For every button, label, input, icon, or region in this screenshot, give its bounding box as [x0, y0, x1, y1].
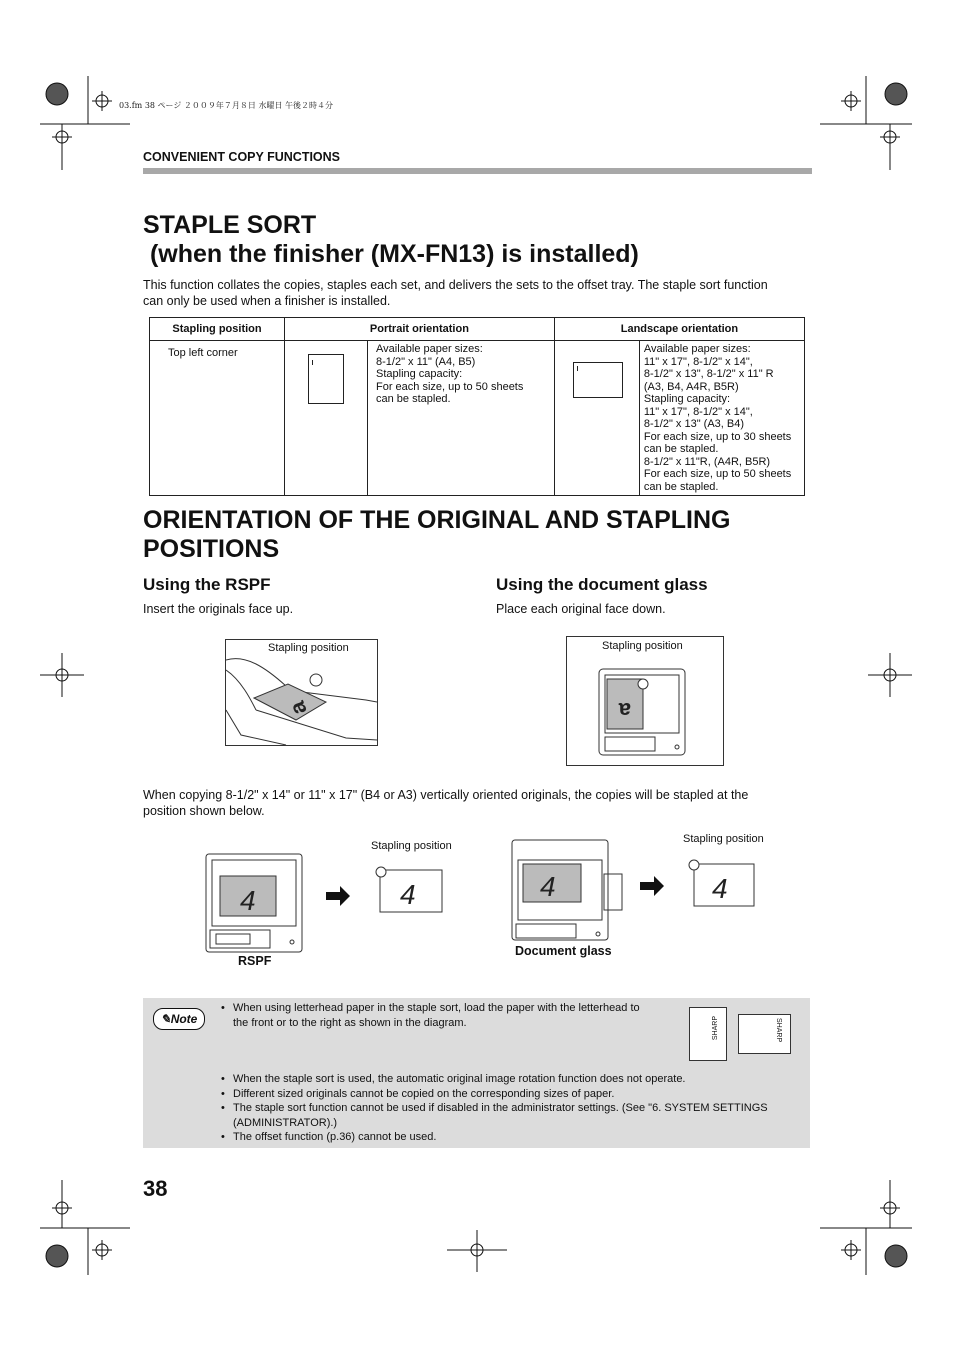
section-title-line1: ORIENTATION OF THE ORIGINAL AND STAPLING — [143, 506, 731, 534]
page-number: 38 — [143, 1176, 168, 1201]
page-title — [143, 211, 639, 269]
glass-stapling-label: Stapling position — [602, 640, 683, 652]
landscape-line: can be stapled. — [643, 480, 719, 493]
note-first-list — [221, 1001, 671, 1030]
glass-heading: Using the document glass — [496, 575, 708, 594]
portrait-line: 8-1/2" x 11" (A4, B5) — [376, 355, 476, 368]
header-rule — [143, 168, 812, 174]
portrait-paper-icon — [308, 354, 344, 404]
cell-portrait-text — [368, 341, 555, 496]
pencil-icon: ✎ — [160, 1012, 171, 1026]
portrait-line: For each size, up to 50 sheets — [376, 380, 524, 393]
cell-landscape-diagram — [554, 341, 639, 496]
portrait-line: Available paper sizes: — [376, 343, 483, 355]
rspf-instruction: Insert the originals face up. — [143, 602, 294, 616]
long-paper-paragraph — [143, 787, 813, 819]
intro-line1: This function collates the copies, staples each set, and delivers the sets to the offset tray. The staple sort function — [143, 278, 768, 292]
section-title-line2: POSITIONS — [143, 535, 280, 563]
section-title — [143, 506, 731, 564]
th-landscape: Landscape orientation — [554, 318, 804, 341]
table-header-row — [150, 318, 805, 341]
landscape-line: Available paper sizes: — [643, 343, 751, 355]
note-badge — [153, 1008, 205, 1030]
glass-figure — [566, 636, 724, 766]
sharp-landscape-text: SHARP — [775, 1018, 782, 1043]
rspf-heading: Using the RSPF — [143, 575, 271, 594]
landscape-paper-icon — [573, 362, 623, 398]
portrait-line: can be stapled. — [376, 393, 451, 405]
landscape-line: 11" x 17", 8-1/2" x 14", — [643, 405, 753, 418]
landscape-line: For each size, up to 30 sheets — [643, 430, 792, 443]
letterhead-portrait-icon — [689, 1007, 727, 1061]
output-glyph-1: 4 — [400, 879, 416, 910]
letterhead-landscape-icon — [738, 1014, 791, 1054]
cell-position: Top left corner — [150, 341, 285, 496]
landscape-line: 8-1/2" x 13" (A3, B4) — [643, 418, 745, 430]
rspf-stapling-label: Stapling position — [268, 642, 349, 654]
staple-table — [149, 317, 805, 496]
page-title-line1: STAPLE SORT — [143, 211, 317, 239]
landscape-line: can be stapled. — [643, 443, 719, 455]
glass-instruction: Place each original face down. — [496, 602, 666, 616]
intro-line2: can only be used when a finisher is installed. — [143, 294, 391, 308]
cell-landscape-text — [639, 341, 804, 496]
landscape-line: Stapling capacity: — [643, 393, 731, 405]
rspf-illustration — [226, 640, 377, 745]
output-glyph-2: 4 — [712, 873, 728, 904]
long-line2: position shown below. — [143, 804, 265, 818]
long-paper-diagrams — [200, 830, 780, 960]
landscape-staple-icon — [577, 366, 578, 371]
page-title-line2: (when the finisher (MX-FN13) is installed) — [143, 240, 639, 268]
landscape-line: For each size, up to 50 sheets — [643, 468, 792, 480]
landscape-line: 8-1/2" x 11"R, (A4R, B5R) — [643, 455, 771, 468]
table-row — [150, 341, 805, 496]
list-item: • Different sized originals cannot be copied on the corresponding sizes of paper. — [221, 1087, 805, 1102]
note-box — [143, 998, 810, 1148]
rspf-figure — [225, 639, 378, 746]
rspf-glyph: a — [284, 698, 312, 719]
stapling-label-glass: Stapling position — [683, 833, 764, 845]
note-first-line1: • When using letterhead paper in the staple sort, load the paper with the letterhead to — [233, 1002, 640, 1014]
list-item — [221, 1001, 671, 1030]
rspf-caption: RSPF — [238, 954, 272, 968]
th-stapling-position: Stapling position — [150, 318, 285, 341]
glass-illustration — [567, 637, 723, 765]
intro-paragraph — [143, 277, 813, 309]
stapling-label-rspf: Stapling position — [371, 840, 452, 852]
portrait-line: Stapling capacity: — [376, 368, 463, 380]
glass-caption: Document glass — [515, 944, 612, 958]
list-item: • The staple sort function cannot be used if disabled in the administrator settings. (See "6. SYSTEM SETTINGS (ADMINISTRATOR).) — [221, 1101, 805, 1130]
print-meta-line: 03.fm 38 ページ ２００９年７月８日 水曜日 午後２時４分 — [119, 101, 334, 110]
sharp-portrait-text: SHARP — [712, 1016, 719, 1041]
list-item: • The offset function (p.36) cannot be used. — [221, 1130, 805, 1145]
th-portrait: Portrait orientation — [285, 318, 555, 341]
glass-long-glyph: 4 — [540, 871, 556, 902]
portrait-staple-icon — [312, 360, 313, 365]
note-list — [221, 1072, 805, 1145]
note-badge-label: Note — [170, 1012, 198, 1026]
section-header: CONVENIENT COPY FUNCTIONS — [143, 150, 341, 164]
landscape-line: 11" x 17", 8-1/2" x 14", — [643, 355, 753, 368]
note-first-line2: the front or to the right as shown in the diagram. — [233, 1016, 467, 1029]
cell-portrait-diagram — [285, 341, 368, 496]
arrow-icon-2 — [640, 876, 664, 896]
list-item: • When the staple sort is used, the automatic original image rotation function does not operate. — [221, 1072, 805, 1087]
glass-glyph: a — [618, 698, 631, 723]
arrow-icon-1 — [326, 886, 350, 906]
rspf-long-glyph: 4 — [240, 885, 256, 916]
landscape-line: (A3, B4, A4R, B5R) — [643, 380, 739, 393]
landscape-line: 8-1/2" x 13", 8-1/2" x 11" R — [643, 368, 774, 380]
long-line1: When copying 8-1/2" x 14" or 11" x 17" (B4 or A3) vertically oriented originals, the copies will be stapled at the — [143, 788, 749, 802]
